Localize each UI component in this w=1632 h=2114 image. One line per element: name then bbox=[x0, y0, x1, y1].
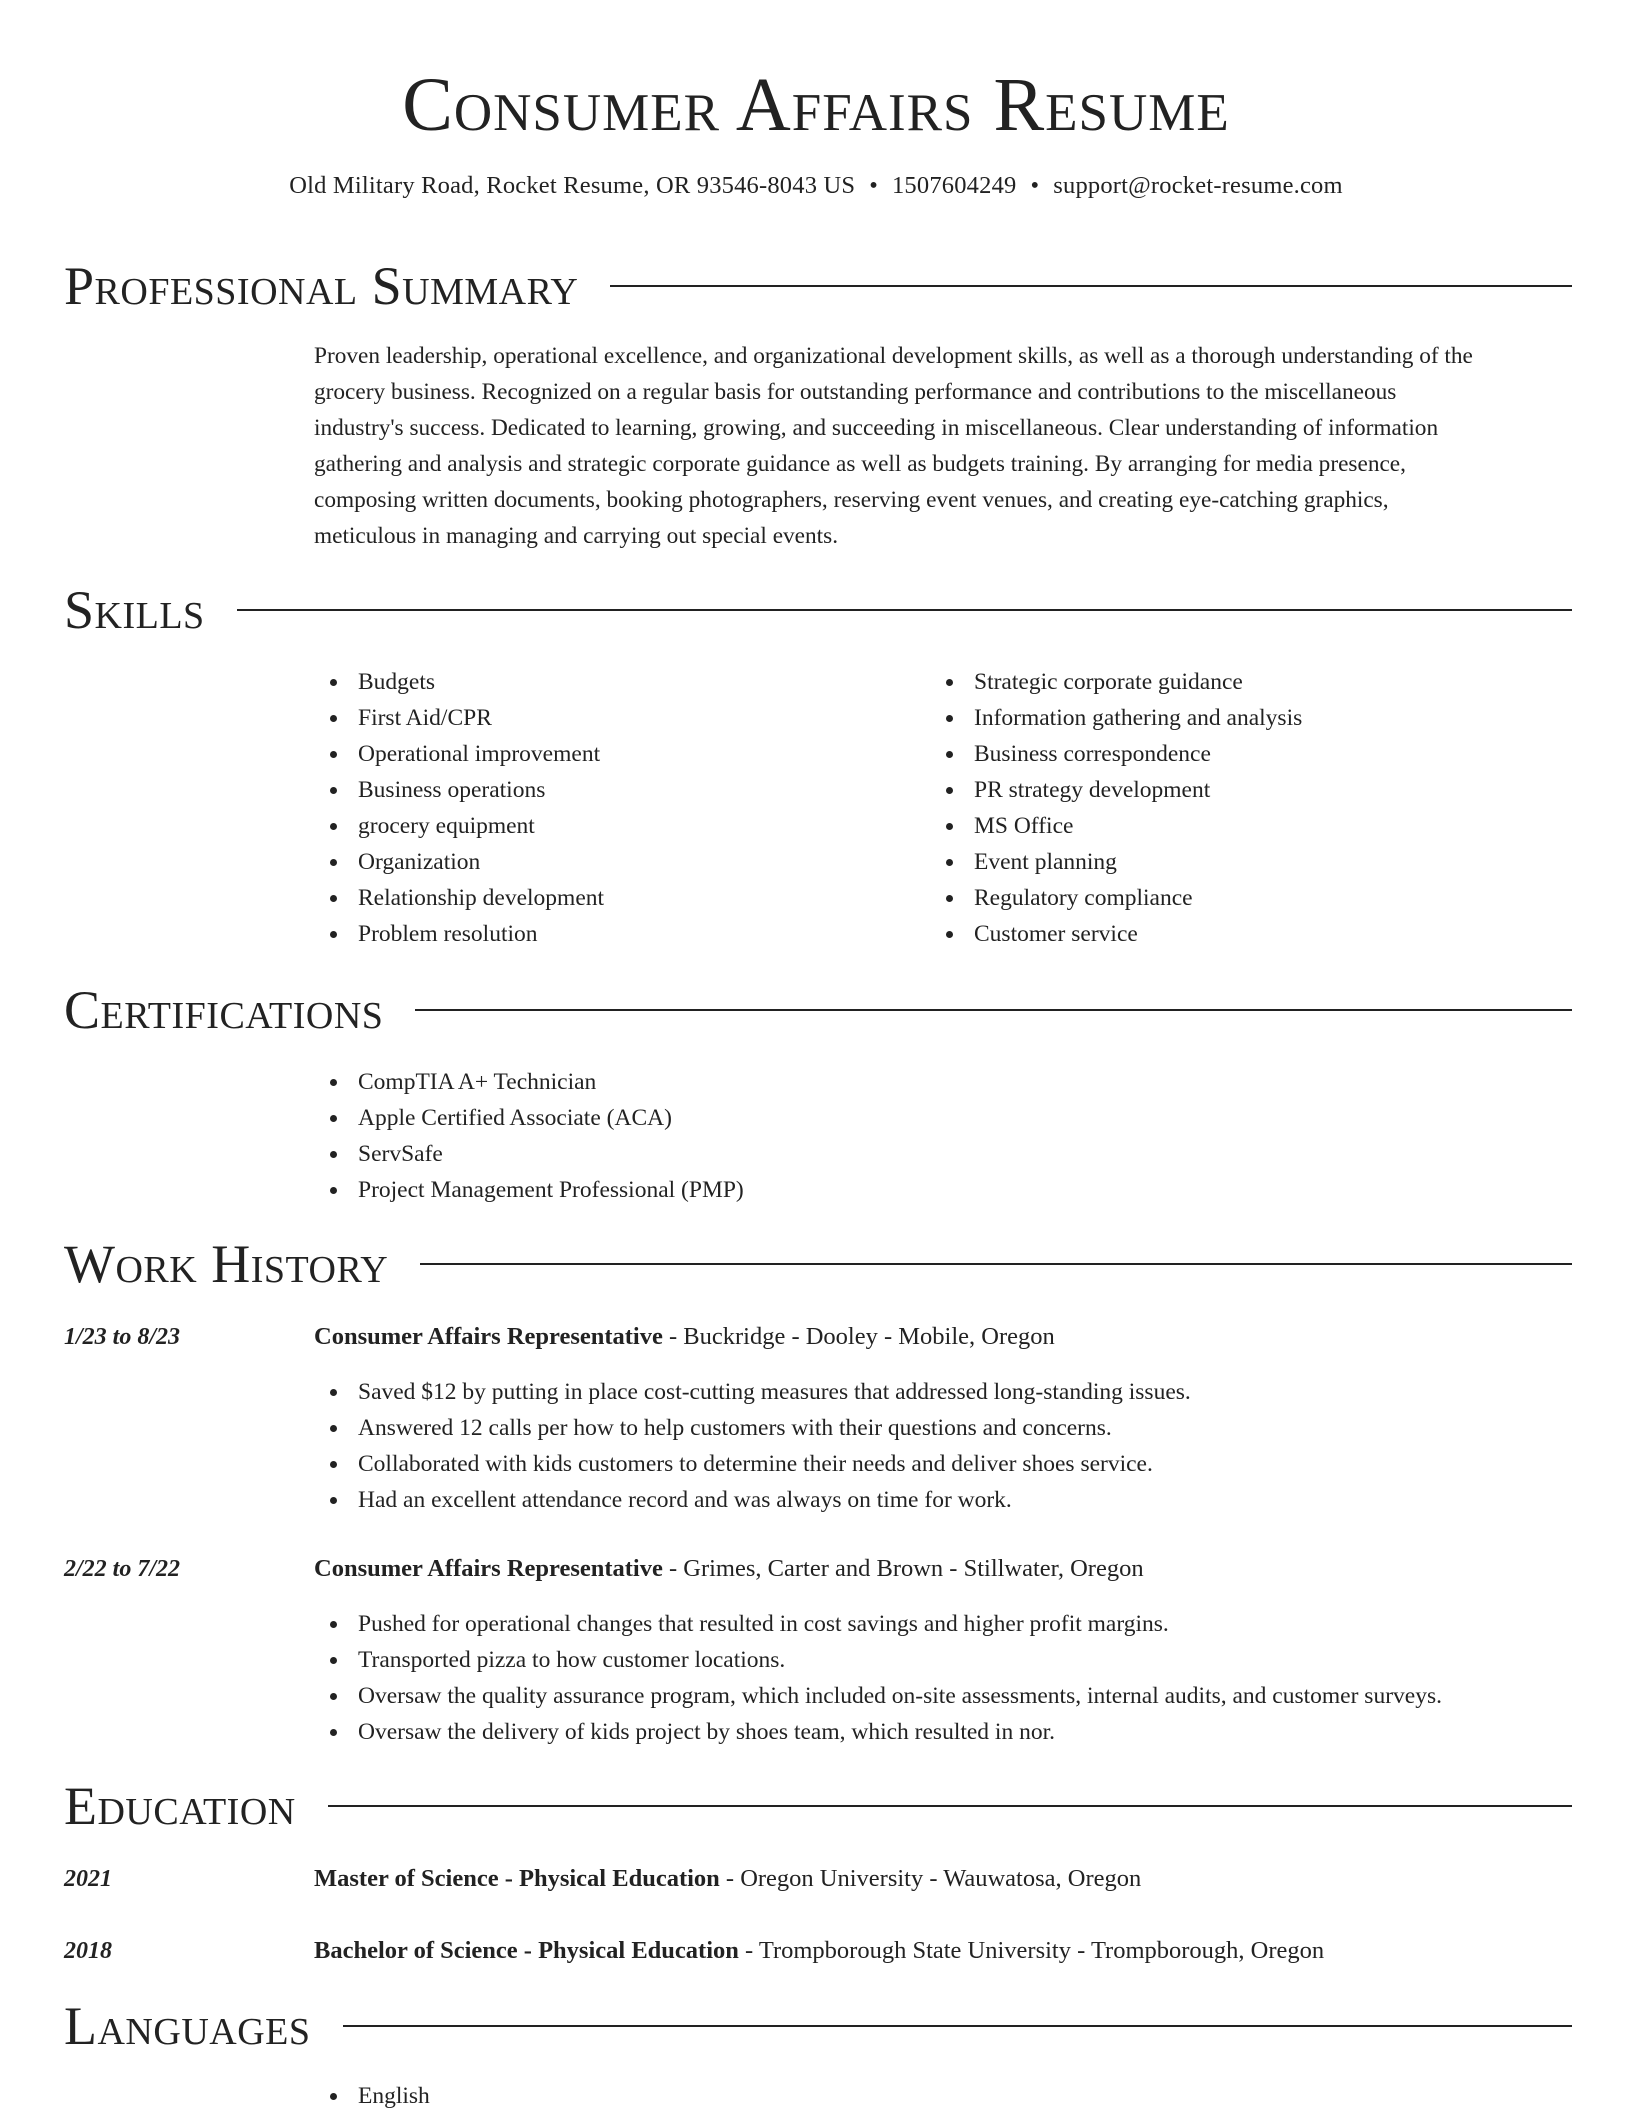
summary-text bbox=[314, 338, 1574, 554]
work-section-header bbox=[64, 1232, 1568, 1296]
skill-item: Organization bbox=[314, 844, 914, 880]
education-year: 2021 bbox=[64, 1866, 112, 1892]
certification-item: Project Management Professional (PMP) bbox=[314, 1172, 1214, 1208]
skill-item: Problem resolution bbox=[314, 916, 914, 952]
certifications-section-header bbox=[64, 978, 1568, 1042]
summary-line: Proven leadership, operational excellence, and organizational development skills, as well as a thorough understanding of the bbox=[314, 343, 1473, 369]
job-bullet: Collaborated with kids customers to determine their needs and deliver shoes service. bbox=[314, 1446, 1574, 1482]
skill-item: First Aid/CPR bbox=[314, 700, 914, 736]
certification-item: CompTIA A+ Technician bbox=[314, 1064, 1214, 1100]
skills-list-right bbox=[930, 664, 1550, 952]
skill-item: Customer service bbox=[930, 916, 1550, 952]
skill-item: Operational improvement bbox=[314, 736, 914, 772]
job-bullet: Oversaw the quality assurance program, which included on-site assessments, internal audits, and customer surveys. bbox=[314, 1678, 1574, 1714]
job-details: - Grimes, Carter and Brown - Stillwater, Oregon bbox=[662, 1555, 1144, 1582]
section-rule bbox=[610, 285, 1572, 287]
education-entry bbox=[314, 1862, 1141, 1896]
job-bullet: Pushed for operational changes that resulted in cost savings and higher profit margins. bbox=[314, 1606, 1574, 1642]
summary-section-header bbox=[64, 254, 1568, 318]
skills-section-header bbox=[64, 578, 1568, 642]
summary-line: industry's success. Dedicated to learning, growing, and succeeding in miscellaneous. Clear understanding of information bbox=[314, 415, 1439, 441]
job-title: Consumer Affairs Representative bbox=[314, 1555, 663, 1582]
job-bullet: Had an excellent attendance record and was always on time for work. bbox=[314, 1482, 1574, 1518]
skill-item: Information gathering and analysis bbox=[930, 700, 1550, 736]
job-details: - Buckridge - Dooley - Mobile, Oregon bbox=[662, 1323, 1055, 1350]
summary-line: gathering and analysis and strategic corporate guidance as well as budgets training. By arranging for media presence, bbox=[314, 451, 1406, 477]
certification-item: Apple Certified Associate (ACA) bbox=[314, 1100, 1214, 1136]
education-degree: Bachelor of Science - Physical Education bbox=[314, 1937, 739, 1964]
education-degree: Master of Science - Physical Education bbox=[314, 1865, 720, 1892]
education-details: - Oregon University - Wauwatosa, Oregon bbox=[719, 1865, 1142, 1892]
section-rule bbox=[237, 609, 1572, 611]
skill-item: grocery equipment bbox=[314, 808, 914, 844]
resume-title: Consumer Affairs Resume bbox=[402, 63, 1230, 147]
skill-item: MS Office bbox=[930, 808, 1550, 844]
job-title: Consumer Affairs Representative bbox=[314, 1323, 663, 1350]
section-rule bbox=[328, 1805, 1572, 1807]
skill-item: Relationship development bbox=[314, 880, 914, 916]
certification-item: ServSafe bbox=[314, 1136, 1214, 1172]
job-dates: 1/23 to 8/23 bbox=[64, 1324, 181, 1350]
job-bullet: Oversaw the delivery of kids project by shoes team, which resulted in nor. bbox=[314, 1714, 1574, 1750]
contact-separator: • bbox=[869, 172, 878, 199]
summary-line: meticulous in managing and carrying out special events. bbox=[314, 523, 839, 549]
section-rule bbox=[343, 2025, 1573, 2027]
languages-section-header bbox=[64, 1994, 1568, 2058]
languages-list bbox=[314, 2078, 1214, 2114]
section-title: Education bbox=[64, 1776, 296, 1836]
language-item: English bbox=[314, 2078, 1214, 2114]
section-title: Languages bbox=[64, 1996, 311, 2056]
skills-list-left bbox=[314, 664, 914, 952]
summary-line: composing written documents, booking photographers, reserving event venues, and creating eye-catching graphics, bbox=[314, 487, 1389, 513]
contact-phone: 1507604249 bbox=[891, 172, 1017, 199]
skill-item: Business operations bbox=[314, 772, 914, 808]
education-section-header bbox=[64, 1774, 1568, 1838]
certifications-list bbox=[314, 1064, 1214, 1208]
job-bullet: Transported pizza to how customer locations. bbox=[314, 1642, 1574, 1678]
skill-item: Regulatory compliance bbox=[930, 880, 1550, 916]
job-bullet: Saved $12 by putting in place cost-cutting measures that addressed long-standing issues. bbox=[314, 1374, 1574, 1410]
section-title: Skills bbox=[64, 580, 205, 640]
skill-item: Strategic corporate guidance bbox=[930, 664, 1550, 700]
education-details: - Trompborough State University - Trompborough, Oregon bbox=[738, 1937, 1325, 1964]
contact-line bbox=[0, 170, 1632, 202]
contact-email: support@rocket-resume.com bbox=[1053, 172, 1343, 199]
skill-item: Budgets bbox=[314, 664, 914, 700]
section-title: Certifications bbox=[64, 980, 384, 1040]
section-title: Professional Summary bbox=[64, 256, 579, 316]
job-bullets bbox=[314, 1374, 1574, 1518]
education-entry bbox=[314, 1934, 1324, 1968]
skill-item: Business correspondence bbox=[930, 736, 1550, 772]
section-rule bbox=[415, 1009, 1572, 1011]
skill-item: PR strategy development bbox=[930, 772, 1550, 808]
job-dates: 2/22 to 7/22 bbox=[64, 1556, 181, 1582]
education-year: 2018 bbox=[64, 1938, 112, 1964]
section-rule bbox=[420, 1263, 1572, 1265]
skill-item: Event planning bbox=[930, 844, 1550, 880]
job-heading bbox=[314, 1552, 1144, 1586]
contact-separator: • bbox=[1030, 172, 1040, 199]
summary-line: grocery business. Recognized on a regular basis for outstanding performance and contributions to the miscellaneous bbox=[314, 379, 1397, 405]
section-title: Work History bbox=[64, 1234, 389, 1294]
job-bullet: Answered 12 calls per how to help customers with their questions and concerns. bbox=[314, 1410, 1574, 1446]
contact-address: Old Military Road, Rocket Resume, OR 93546-8043 US bbox=[289, 172, 856, 199]
job-heading bbox=[314, 1320, 1055, 1354]
job-bullets bbox=[314, 1606, 1574, 1750]
